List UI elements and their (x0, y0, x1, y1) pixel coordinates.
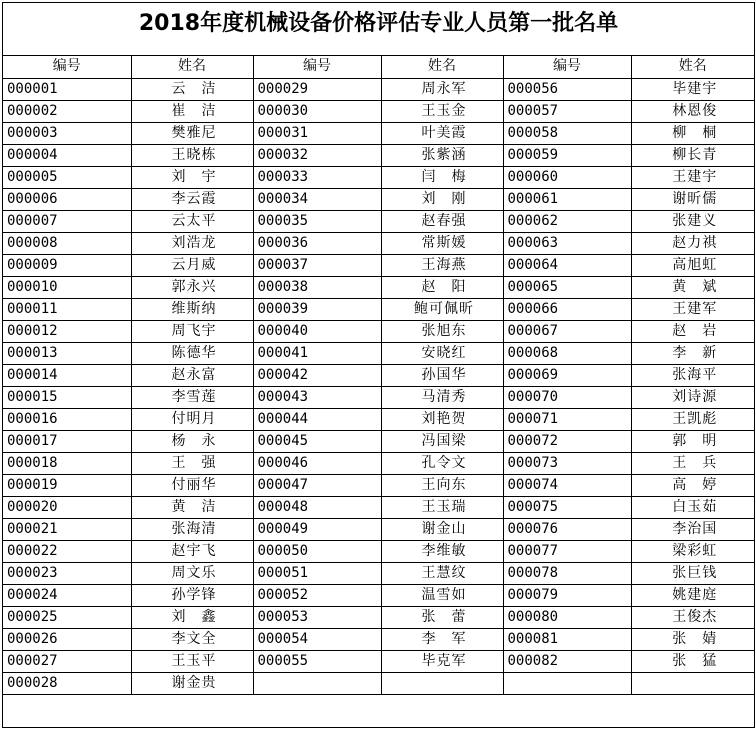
table-row (3, 628, 754, 650)
employee-name: 刘浩龙 (131, 232, 253, 254)
employee-name: 姚建庭 (631, 584, 754, 606)
employee-code: 000020 (3, 496, 131, 518)
employee-code: 000070 (503, 386, 631, 408)
employee-code: 000074 (503, 474, 631, 496)
table-row (3, 540, 754, 562)
employee-name: 黄 斌 (631, 276, 754, 298)
employee-name: 常斯媛 (381, 232, 503, 254)
employee-code: 000045 (253, 430, 381, 452)
employee-code: 000029 (253, 78, 381, 100)
employee-name: 李 新 (631, 342, 754, 364)
employee-code: 000060 (503, 166, 631, 188)
employee-name: 云 洁 (131, 78, 253, 100)
employee-code: 000035 (253, 210, 381, 232)
employee-code: 000059 (503, 144, 631, 166)
employee-name: 李治国 (631, 518, 754, 540)
employee-code: 000068 (503, 342, 631, 364)
employee-code: 000067 (503, 320, 631, 342)
employee-code: 000076 (503, 518, 631, 540)
employee-code: 000040 (253, 320, 381, 342)
employee-code: 000006 (3, 188, 131, 210)
employee-code: 000018 (3, 452, 131, 474)
employee-code: 000082 (503, 650, 631, 672)
employee-name: 毕建宇 (631, 78, 754, 100)
employee-code: 000030 (253, 100, 381, 122)
document-title: 2018年度机械设备价格评估专业人员第一批名单 (3, 3, 754, 56)
employee-code: 000012 (3, 320, 131, 342)
employee-code (503, 672, 631, 694)
employee-code: 000049 (253, 518, 381, 540)
employee-name: 叶美霞 (381, 122, 503, 144)
table-row (3, 210, 754, 232)
employee-code: 000048 (253, 496, 381, 518)
employee-name: 梁彩虹 (631, 540, 754, 562)
employee-code: 000043 (253, 386, 381, 408)
employee-code: 000052 (253, 584, 381, 606)
roster-sheet (2, 2, 755, 728)
employee-code: 000047 (253, 474, 381, 496)
employee-name: 谢金贵 (131, 672, 253, 694)
employee-name: 刘 鑫 (131, 606, 253, 628)
employee-code: 000014 (3, 364, 131, 386)
employee-name: 柳长青 (631, 144, 754, 166)
employee-code: 000051 (253, 562, 381, 584)
employee-name: 柳 桐 (631, 122, 754, 144)
employee-code: 000072 (503, 430, 631, 452)
employee-name: 云月威 (131, 254, 253, 276)
employee-name: 高 婷 (631, 474, 754, 496)
employee-name: 李云霞 (131, 188, 253, 210)
employee-code: 000034 (253, 188, 381, 210)
employee-code: 000069 (503, 364, 631, 386)
employee-code: 000033 (253, 166, 381, 188)
employee-name: 王 兵 (631, 452, 754, 474)
employee-name: 赵 阳 (381, 276, 503, 298)
employee-name: 王晓栋 (131, 144, 253, 166)
header-name-1: 姓名 (131, 56, 253, 78)
employee-code: 000077 (503, 540, 631, 562)
employee-name: 孙国华 (381, 364, 503, 386)
header-name-3: 姓名 (631, 56, 754, 78)
employee-name: 张 婧 (631, 628, 754, 650)
header-name-2: 姓名 (381, 56, 503, 78)
employee-code: 000066 (503, 298, 631, 320)
employee-name: 谢昕儒 (631, 188, 754, 210)
employee-name: 刘艳贺 (381, 408, 503, 430)
employee-name: 赵春强 (381, 210, 503, 232)
employee-code: 000054 (253, 628, 381, 650)
employee-name: 林恩俊 (631, 100, 754, 122)
employee-name: 王玉平 (131, 650, 253, 672)
employee-code: 000044 (253, 408, 381, 430)
roster-body (3, 78, 754, 694)
table-row (3, 100, 754, 122)
employee-name: 张建义 (631, 210, 754, 232)
employee-name: 陈德华 (131, 342, 253, 364)
employee-name: 马清秀 (381, 386, 503, 408)
table-row (3, 364, 754, 386)
employee-code: 000046 (253, 452, 381, 474)
employee-name: 杨 永 (131, 430, 253, 452)
employee-name: 李雪莲 (131, 386, 253, 408)
employee-name: 李 军 (381, 628, 503, 650)
header-code-3: 编号 (503, 56, 631, 78)
table-row (3, 342, 754, 364)
employee-name: 刘诗源 (631, 386, 754, 408)
table-row (3, 606, 754, 628)
table-row (3, 166, 754, 188)
employee-name: 刘 刚 (381, 188, 503, 210)
employee-code: 000002 (3, 100, 131, 122)
employee-name: 王建军 (631, 298, 754, 320)
employee-name: 鲍可佩昕 (381, 298, 503, 320)
employee-code: 000008 (3, 232, 131, 254)
employee-code: 000050 (253, 540, 381, 562)
employee-name: 郭永兴 (131, 276, 253, 298)
employee-name (381, 672, 503, 694)
header-code-2: 编号 (253, 56, 381, 78)
table-row (3, 562, 754, 584)
employee-name: 赵力祺 (631, 232, 754, 254)
employee-name: 张海平 (631, 364, 754, 386)
employee-name: 王 强 (131, 452, 253, 474)
employee-name: 王建宇 (631, 166, 754, 188)
roster-table (3, 56, 754, 695)
employee-name: 刘 宇 (131, 166, 253, 188)
table-row (3, 650, 754, 672)
employee-code: 000073 (503, 452, 631, 474)
employee-code: 000001 (3, 78, 131, 100)
table-row (3, 78, 754, 100)
employee-code: 000013 (3, 342, 131, 364)
employee-name: 张 猛 (631, 650, 754, 672)
table-row (3, 474, 754, 496)
employee-name: 王海燕 (381, 254, 503, 276)
employee-name: 闫 梅 (381, 166, 503, 188)
employee-name: 付明月 (131, 408, 253, 430)
employee-name: 云太平 (131, 210, 253, 232)
employee-code: 000009 (3, 254, 131, 276)
employee-code: 000004 (3, 144, 131, 166)
table-row (3, 144, 754, 166)
employee-code: 000003 (3, 122, 131, 144)
employee-name: 冯国梁 (381, 430, 503, 452)
employee-code: 000057 (503, 100, 631, 122)
employee-name: 王凯彪 (631, 408, 754, 430)
table-row (3, 672, 754, 694)
employee-name: 王玉瑞 (381, 496, 503, 518)
employee-code: 000079 (503, 584, 631, 606)
table-row (3, 452, 754, 474)
employee-code: 000075 (503, 496, 631, 518)
employee-name: 崔 洁 (131, 100, 253, 122)
employee-name: 李文全 (131, 628, 253, 650)
employee-code: 000058 (503, 122, 631, 144)
employee-code: 000037 (253, 254, 381, 276)
table-row (3, 430, 754, 452)
employee-code: 000022 (3, 540, 131, 562)
employee-code: 000053 (253, 606, 381, 628)
employee-name: 王玉金 (381, 100, 503, 122)
employee-code: 000027 (3, 650, 131, 672)
employee-name: 李维敏 (381, 540, 503, 562)
employee-name: 张海清 (131, 518, 253, 540)
employee-code: 000038 (253, 276, 381, 298)
employee-code: 000016 (3, 408, 131, 430)
employee-code: 000025 (3, 606, 131, 628)
employee-name: 张巨钱 (631, 562, 754, 584)
employee-name: 毕克军 (381, 650, 503, 672)
employee-code: 000041 (253, 342, 381, 364)
employee-name: 王慧纹 (381, 562, 503, 584)
employee-code: 000010 (3, 276, 131, 298)
table-row (3, 188, 754, 210)
employee-name: 赵 岩 (631, 320, 754, 342)
table-row (3, 122, 754, 144)
employee-name: 王向东 (381, 474, 503, 496)
employee-name: 付丽华 (131, 474, 253, 496)
employee-code: 000031 (253, 122, 381, 144)
employee-code: 000062 (503, 210, 631, 232)
employee-name: 孔令文 (381, 452, 503, 474)
header-code-1: 编号 (3, 56, 131, 78)
employee-name: 安晓红 (381, 342, 503, 364)
employee-name: 张旭东 (381, 320, 503, 342)
employee-name: 樊雅尼 (131, 122, 253, 144)
table-row (3, 298, 754, 320)
header-row (3, 56, 754, 78)
table-row (3, 408, 754, 430)
employee-name: 张 蕾 (381, 606, 503, 628)
employee-code: 000063 (503, 232, 631, 254)
employee-name: 孙学锋 (131, 584, 253, 606)
employee-name: 维斯纳 (131, 298, 253, 320)
table-row (3, 386, 754, 408)
employee-name: 赵永富 (131, 364, 253, 386)
employee-code (253, 672, 381, 694)
table-row (3, 232, 754, 254)
employee-code: 000021 (3, 518, 131, 540)
table-row (3, 320, 754, 342)
employee-code: 000036 (253, 232, 381, 254)
employee-code: 000065 (503, 276, 631, 298)
employee-code: 000015 (3, 386, 131, 408)
table-row (3, 496, 754, 518)
employee-name: 周文乐 (131, 562, 253, 584)
employee-code: 000080 (503, 606, 631, 628)
employee-name: 周飞宇 (131, 320, 253, 342)
employee-name: 高旭虹 (631, 254, 754, 276)
employee-code: 000028 (3, 672, 131, 694)
employee-code: 000019 (3, 474, 131, 496)
employee-code: 000017 (3, 430, 131, 452)
employee-code: 000078 (503, 562, 631, 584)
employee-code: 000005 (3, 166, 131, 188)
employee-code: 000024 (3, 584, 131, 606)
employee-name: 郭 明 (631, 430, 754, 452)
employee-code: 000055 (253, 650, 381, 672)
employee-code: 000032 (253, 144, 381, 166)
employee-name: 白玉茹 (631, 496, 754, 518)
employee-code: 000056 (503, 78, 631, 100)
employee-name: 周永军 (381, 78, 503, 100)
employee-name: 张紫涵 (381, 144, 503, 166)
employee-code: 000007 (3, 210, 131, 232)
employee-code: 000011 (3, 298, 131, 320)
employee-name (631, 672, 754, 694)
table-row (3, 518, 754, 540)
employee-name: 谢金山 (381, 518, 503, 540)
employee-code: 000023 (3, 562, 131, 584)
employee-code: 000061 (503, 188, 631, 210)
employee-code: 000026 (3, 628, 131, 650)
employee-code: 000064 (503, 254, 631, 276)
employee-name: 王俊杰 (631, 606, 754, 628)
employee-code: 000039 (253, 298, 381, 320)
table-row (3, 254, 754, 276)
employee-name: 黄 洁 (131, 496, 253, 518)
table-row (3, 276, 754, 298)
employee-code: 000081 (503, 628, 631, 650)
table-row (3, 584, 754, 606)
employee-code: 000042 (253, 364, 381, 386)
employee-name: 温雪如 (381, 584, 503, 606)
employee-code: 000071 (503, 408, 631, 430)
employee-name: 赵宇飞 (131, 540, 253, 562)
